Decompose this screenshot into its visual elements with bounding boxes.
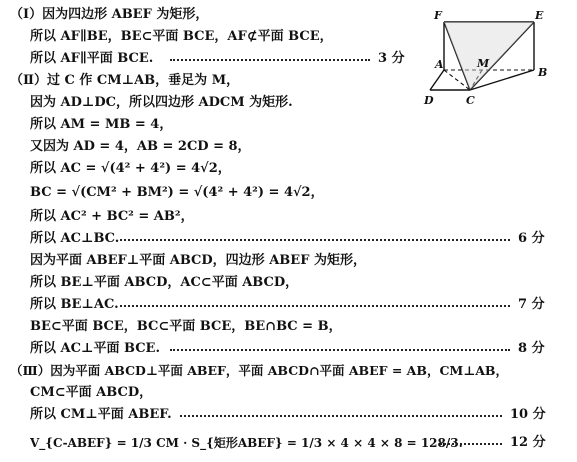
label-B: B: [538, 66, 548, 79]
dotted-leader: [170, 59, 370, 61]
solution-line: 所以 AC⊥BC. 6 分: [0, 228, 560, 250]
label-E: E: [535, 9, 544, 22]
solution-line: （Ⅰ）因为四边形 ABEF 为矩形，: [10, 7, 209, 22]
solution-line: 因为 AD⊥DC，所以四边形 ADCM 为矩形.: [30, 95, 293, 110]
score: 3 分: [378, 51, 405, 66]
label-F: F: [434, 9, 442, 22]
solution-line: V_{C-ABEF} = 1/3 CM · S_{矩形ABEF} = 1/3 × 4 × 4 × 8 = 128/3. 12 分: [0, 432, 560, 454]
solution-line: CM⊂平面 ABCD，: [30, 385, 153, 400]
solution-line: 所以 AF∥平面 BCE. 3 分: [0, 48, 560, 70]
solution-line: （Ⅲ）因为平面 ABCD⊥平面 ABEF，平面 ABCD∩平面 ABEF = AB，CM⊥AB，: [10, 363, 508, 378]
dotted-leader: [170, 349, 510, 351]
dotted-leader: [120, 305, 510, 307]
solution-line: 所以 AM = MB = 4，: [30, 117, 173, 132]
dotted-leader: [120, 239, 510, 241]
solution-line: 所以 CM⊥平面 ABEF. 10 分: [0, 404, 560, 426]
solution-line: 所以 AF∥BE，BE⊂平面 BCE，AF⊄平面 BCE，: [30, 29, 333, 44]
dotted-leader: [440, 443, 502, 445]
score: 8 分: [518, 341, 545, 356]
label-C: C: [466, 94, 475, 107]
solution-line: 又因为 AD = 4，AB = 2CD = 8，: [30, 139, 251, 154]
label-A: A: [435, 58, 444, 71]
score: 12 分: [510, 435, 546, 450]
solution-line: （Ⅱ）过 C 作 CM⊥AB，垂足为 M，: [10, 73, 240, 88]
solution-line: 所以 BE⊥平面 ABCD，AC⊂平面 ABCD，: [30, 275, 299, 290]
solution-line: 因为平面 ABEF⊥平面 ABCD，四边形 ABEF 为矩形，: [30, 253, 366, 268]
score: 7 分: [518, 297, 545, 312]
dotted-leader: [180, 415, 502, 417]
solution-line: 所以 BE⊥AC. 7 分: [0, 294, 560, 316]
label-D: D: [424, 94, 434, 107]
label-M: M: [477, 57, 490, 70]
solution-line: 所以 AC² + BC² = AB²，: [30, 209, 194, 224]
score: 10 分: [510, 407, 546, 422]
solution-line: 所以 AC⊥平面 BCE. 8 分: [0, 338, 560, 360]
solution-line: BE⊂平面 BCE，BC⊂平面 BCE，BE∩BC = B，: [30, 319, 342, 334]
score: 6 分: [518, 231, 545, 246]
solution-line: BC = √(CM² + BM²) = √(4² + 4²) = 4√2，: [30, 185, 324, 200]
solution-line: 所以 AC = √(4² + 4²) = 4√2，: [30, 161, 231, 176]
